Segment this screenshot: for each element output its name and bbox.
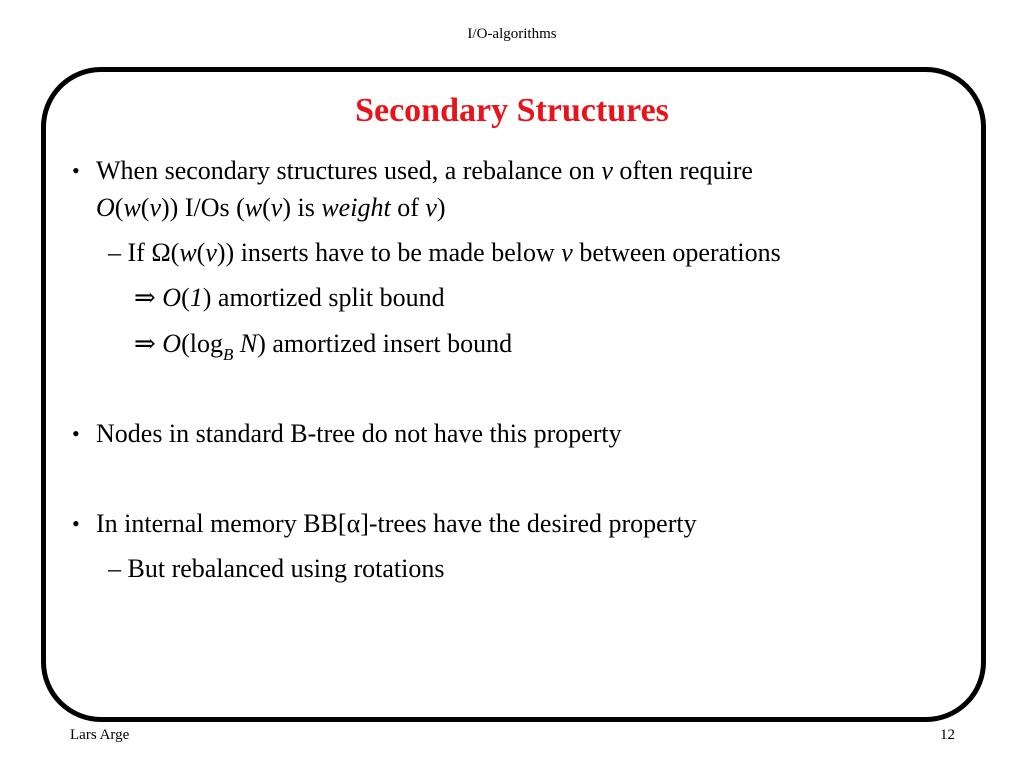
bullet-1-line-1: When secondary structures used, a rebalance on v often require: [96, 156, 753, 185]
sub-bullet-rotations: – But rebalanced using rotations: [108, 554, 445, 583]
footer-author: Lars Arge: [70, 727, 130, 743]
sub-bullet-omega: – If Ω(w(v)) inserts have to be made below v between operations: [108, 238, 781, 267]
bullet-3: In internal memory BB[α]-trees have the desired property: [96, 509, 697, 538]
bullet-2: Nodes in standard B-tree do not have this property: [96, 419, 622, 448]
bullet-dot: •: [72, 421, 80, 446]
implication-split-bound: ⇒ O(1) amortized split bound: [134, 283, 445, 312]
header-title: I/O-algorithms: [467, 26, 557, 42]
slide-title: Secondary Structures: [355, 92, 669, 129]
bullet-dot: •: [72, 158, 80, 183]
footer-page-number: 12: [940, 727, 955, 743]
bullet-1-line-2: O(w(v)) I/Os (w(v) is weight of v): [96, 193, 446, 222]
bullet-dot: •: [72, 511, 80, 536]
implication-insert-bound: ⇒ $O(\log_B$ N) amortized insert bound: [134, 329, 513, 364]
